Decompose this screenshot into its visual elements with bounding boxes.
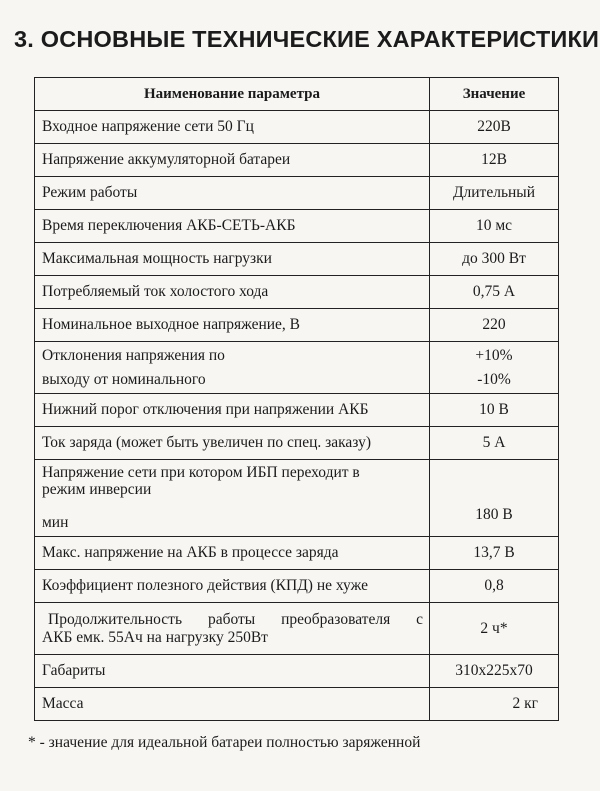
param-max-charge-voltage: Макс. напряжение на АКБ в процессе заряда [35,537,430,570]
value-nominal-output-voltage: 220 [430,309,559,342]
table-row [35,243,559,276]
param-idle-current: Потребляемый ток холостого хода [35,276,430,309]
specifications-table [34,77,559,721]
param-low-cutoff: Нижний порог отключения при напряжении АКБ [35,394,430,427]
table-header-row [35,78,559,111]
value-dimensions: 310х225х70 [430,655,559,688]
param-mass: Масса [35,688,430,721]
table-row [35,144,559,177]
value-inversion-threshold [430,460,559,537]
param-inversion-threshold-line3: мин [42,514,69,531]
table-row [35,309,559,342]
value-max-load-power: до 300 Вт [430,243,559,276]
table-row [35,688,559,721]
value-mass [430,688,559,721]
table-row [35,394,559,427]
param-runtime [35,603,430,655]
section-heading: 3. ОСНОВНЫЕ ТЕХНИЧЕСКИЕ ХАРАКТЕРИСТИКИ [14,26,600,52]
value-idle-current: 0,75 А [430,276,559,309]
value-max-charge-voltage: 13,7 В [430,537,559,570]
param-efficiency: Коэффициент полезного действия (КПД) не хуже [35,570,430,603]
footnote: * - значение для идеальной батареи полностью заряженной [28,734,421,751]
table-row [35,177,559,210]
value-charge-current: 5 А [430,427,559,460]
header-value: Значение [430,78,559,111]
table-row [35,537,559,570]
param-voltage-deviation-line1: Отклонения напряжения по [42,346,225,364]
value-voltage-deviation-plus: +10% [475,346,513,364]
value-voltage-deviation-minus: -10% [477,370,511,388]
table-row [35,276,559,309]
param-runtime-line1: Продолжительность работы преобразователя с [48,610,423,628]
value-runtime: 2 ч* [430,603,559,655]
param-max-load-power: Максимальная мощность нагрузки [35,243,430,276]
table-row [35,111,559,144]
param-nominal-output-voltage: Номинальное выходное напряжение, В [35,309,430,342]
param-runtime-line2: АКБ емк. 55Ач на нагрузку 250Вт [42,628,268,646]
param-inversion-threshold-line1: Напряжение сети при котором ИБП переходит в [42,464,360,481]
value-inversion-threshold-text: 180 В [475,506,513,523]
param-voltage-deviation-line2: выходу от номинального [42,370,206,388]
table-row [35,570,559,603]
value-efficiency: 0,8 [430,570,559,603]
param-voltage-deviation [35,342,430,394]
value-operating-mode: Длительный [430,177,559,210]
header-parameter: Наименование параметра [35,78,430,111]
value-input-voltage: 220В [430,111,559,144]
table-row [35,427,559,460]
param-charge-current: Ток заряда (может быть увеличен по спец. заказу) [35,427,430,460]
value-low-cutoff: 10 В [430,394,559,427]
param-operating-mode: Режим работы [35,177,430,210]
value-mass-text: 2 кг [512,695,538,712]
value-voltage-deviation [430,342,559,394]
table-row [35,603,559,655]
table-row [35,210,559,243]
table-row [35,655,559,688]
table-row [35,342,559,394]
param-inversion-threshold-line2: режим инверсии [42,481,152,498]
param-input-voltage: Входное напряжение сети 50 Гц [35,111,430,144]
value-switch-time: 10 мс [430,210,559,243]
value-battery-voltage: 12В [430,144,559,177]
param-battery-voltage: Напряжение аккумуляторной батареи [35,144,430,177]
table-row [35,460,559,537]
param-switch-time: Время переключения АКБ-СЕТЬ-АКБ [35,210,430,243]
param-dimensions: Габариты [35,655,430,688]
param-inversion-threshold [35,460,430,537]
